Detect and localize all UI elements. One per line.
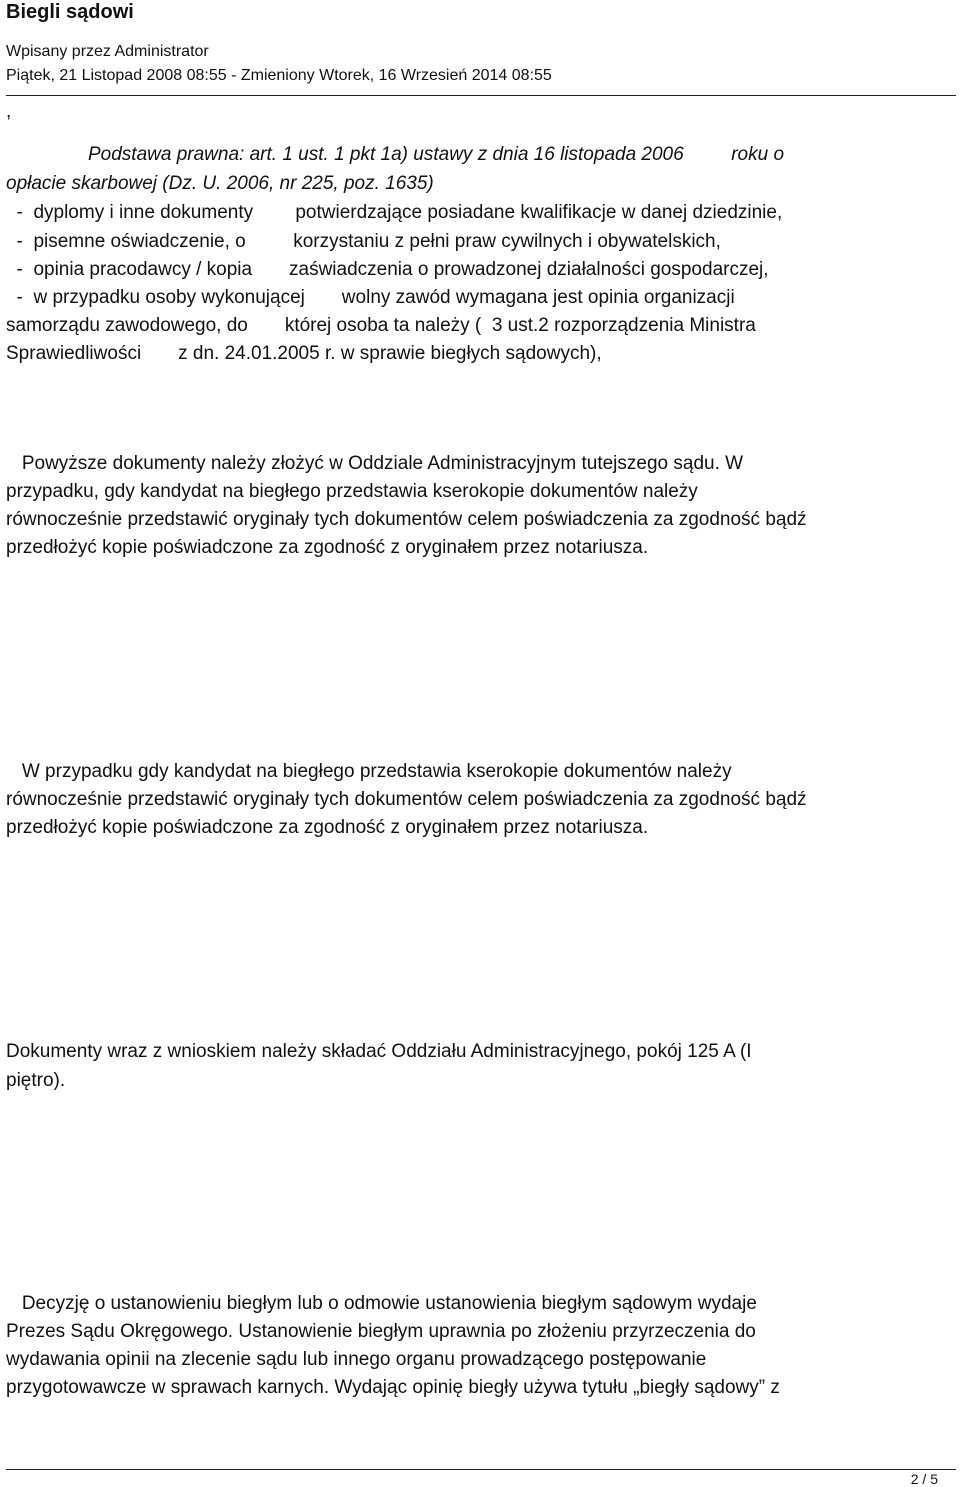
paragraph-line: równocześnie przedstawić oryginały tych dokumentów celem poświadczenia za zgodność bądź [6,509,807,530]
paragraph-line: równocześnie przedstawić oryginały tych dokumentów celem poświadczenia za zgodność bądź [6,789,807,810]
paragraph-line: Prezes Sądu Okręgowego. Ustanowienie biegłym uprawnia po złożeniu przyrzeczenia do [6,1321,756,1342]
page-number: 2 / 5 [910,1471,938,1487]
paragraph-line: przygotowawcze w sprawach karnych. Wydając opinię biegły używa tytułu „biegły sądowy” z [6,1377,780,1398]
list-item: - dyplomy i inne dokumenty potwierdzające posiadane kwalifikacje w danej dziedzinie, [6,202,783,223]
list-item: - pisemne oświadczenie, o korzystaniu z pełni praw cywilnych i obywatelskich, [6,231,721,252]
comma-mark: , [6,101,12,122]
paragraph-line: W przypadku gdy kandydat na biegłego przedstawia kserokopie dokumentów należy [6,761,732,782]
list-item: - w przypadku osoby wykonującej wolny zawód wymagana jest opinia organizacji [6,287,735,308]
paragraph-line: piętro). [6,1070,66,1091]
paragraph-line: przedłożyć kopie poświadczone za zgodność z oryginałem przez notariusza. [6,817,649,838]
list-item: - opinia pracodawcy / kopia zaświadczenia o prowadzonej działalności gospodarczej, [6,259,769,280]
list-item: samorządu zawodowego, do której osoba ta należy ( 3 ust.2 rozporządzenia Ministra [6,315,756,336]
paragraph-line: wydawania opinii na zlecenie sądu lub innego organu prowadzącego postępowanie [6,1349,707,1370]
page-title: Biegli sądowi [6,1,134,23]
paragraph-line: Dokumenty wraz z wnioskiem należy składać Oddziału Administracyjnego, pokój 125 A (I [6,1041,752,1062]
list-item: Sprawiedliwości z dn. 24.01.2005 r. w sprawie biegłych sądowych), [6,343,602,364]
paragraph-line: przypadku, gdy kandydat na biegłego przedstawia kserokopie dokumentów należy [6,481,698,502]
paragraph-line: przedłożyć kopie poświadczone za zgodność z oryginałem przez notariusza. [6,537,649,558]
date-line: Piątek, 21 Listopad 2008 08:55 - Zmieniony Wtorek, 16 Wrzesień 2014 08:55 [6,67,552,84]
footer-divider [6,1469,956,1470]
legal-basis-line: Podstawa prawna: art. 1 ust. 1 pkt 1a) ustawy z dnia 16 listopada 2006 roku o [88,144,785,165]
paragraph-line: Powyższe dokumenty należy złożyć w Oddziale Administracyjnym tutejszego sądu. W [6,453,744,474]
paragraph-line: Decyzję o ustanowieniu biegłym lub o odmowie ustanowienia biegłym sądowym wydaje [6,1293,757,1314]
legal-basis-line: opłacie skarbowej (Dz. U. 2006, nr 225, poz. 1635) [6,173,434,194]
author-line: Wpisany przez Administrator [6,43,209,60]
header-divider [6,95,956,96]
